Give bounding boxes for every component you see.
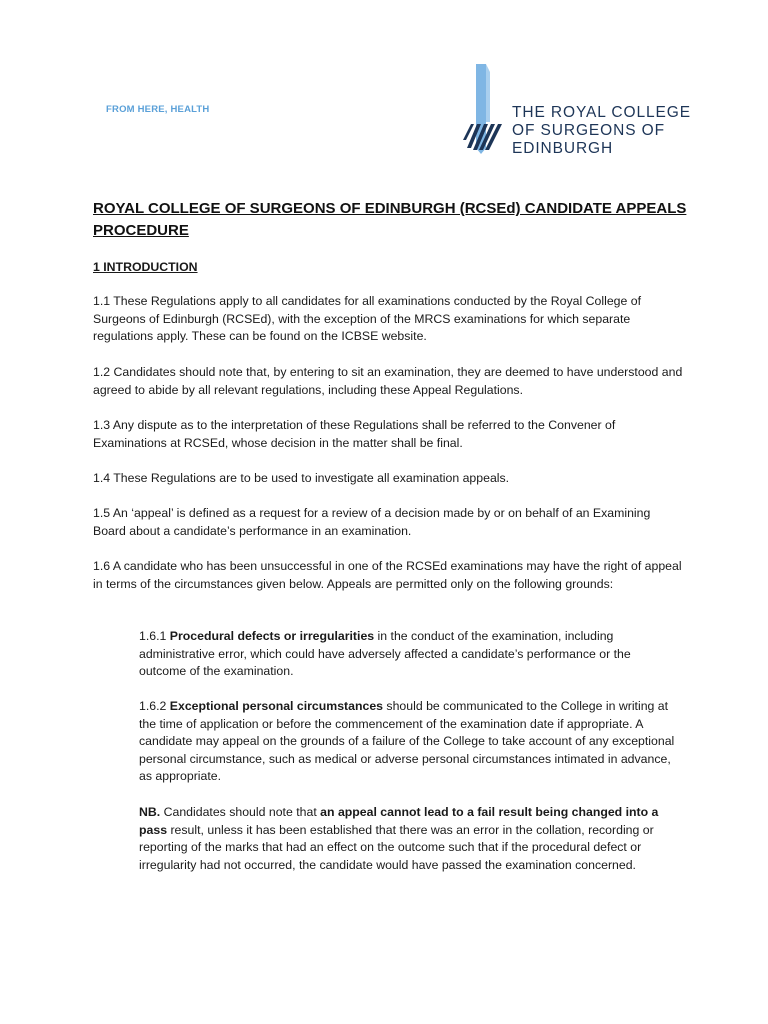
nb-note <box>139 804 679 874</box>
paragraph-1-4: 1.4 These Regulations are to be used to investigate all examination appeals. <box>93 471 510 485</box>
paragraph-text: should be communicated to the College in writing at the time of application or before the commencement of the examination date if appropriate. A candidate may appeal on the grounds of a failure of the College to take account of any exceptional personal circumstance, such as medical or adverse personal circumstances intimated in advance, as appropriate. <box>139 699 675 784</box>
paragraph-1-6-1 <box>139 628 679 681</box>
nb-bold-phrase: an appeal cannot lead to a fail result being changed into a pass <box>139 805 659 837</box>
logo-blade-accent <box>486 64 490 122</box>
section-heading: 1 INTRODUCTION <box>93 260 198 274</box>
paragraph-1-6-2 <box>139 698 679 786</box>
logo-stripes <box>463 124 502 150</box>
paragraph-text: in the conduct of the examination, including administrative error, which could have adversely affected a candidate’s performance or the outcome of the examination. <box>139 629 631 679</box>
paragraph-1-3: 1.3 Any dispute as to the interpretation of these Regulations shall be referred to the Convener of Examinations at RCSEd, whose decision in the matter shall be final. <box>93 418 616 450</box>
paragraph-1-1: 1.1 These Regulations apply to all candidates for all examinations conducted by the Royal College of Surgeons of Edinburgh (RCSEd), with the exception of the MRCS examinations for which separate regulations apply. These can be found on the ICBSE website. <box>93 294 642 344</box>
college-logo-wordmark <box>512 104 691 158</box>
bold-phrase: Procedural defects or irregularities <box>169 629 375 643</box>
logo-line-1: THE ROYAL COLLEGE <box>512 104 691 121</box>
nb-text-b: result, unless it has been established that there was an error in the collation, recording or reporting of the marks that had an effect on the outcome such that if the procedural defect or irregularity had not occurred, the candidate would have passed the examination concerned. <box>139 822 654 872</box>
logo-line-2: OF SURGEONS OF <box>512 122 665 139</box>
tagline: FROM HERE, HEALTH <box>106 104 210 115</box>
paragraph-number: 1.6.1 <box>139 629 170 643</box>
logo-line-3: EDINBURGH <box>512 140 614 157</box>
paragraph-1-5: 1.5 An ‘appeal’ is defined as a request for a review of a decision made by or on behalf of an Examining Board about a candidate’s performance in an examination. <box>93 506 651 538</box>
college-crest-icon <box>462 62 508 156</box>
bold-phrase: Exceptional personal circumstances <box>169 699 384 713</box>
nb-text-a: Candidates should note that <box>160 805 321 819</box>
paragraph-1-6: 1.6 A candidate who has been unsuccessful in one of the RCSEd examinations may have the right of appeal in terms of the circumstances given below. Appeals are permitted only on the following grounds: <box>93 559 682 591</box>
paragraph-number: 1.6.2 <box>139 699 170 713</box>
nb-label: NB. <box>139 805 161 819</box>
paragraph-1-2: 1.2 Candidates should note that, by entering to sit an examination, they are deemed to have understood and agreed to abide by all relevant regulations, including these Appeal Regulations. <box>93 365 683 397</box>
document-title: ROYAL COLLEGE OF SURGEONS OF EDINBURGH (RCSEd) CANDIDATE APPEALS PROCEDURE <box>93 200 687 239</box>
